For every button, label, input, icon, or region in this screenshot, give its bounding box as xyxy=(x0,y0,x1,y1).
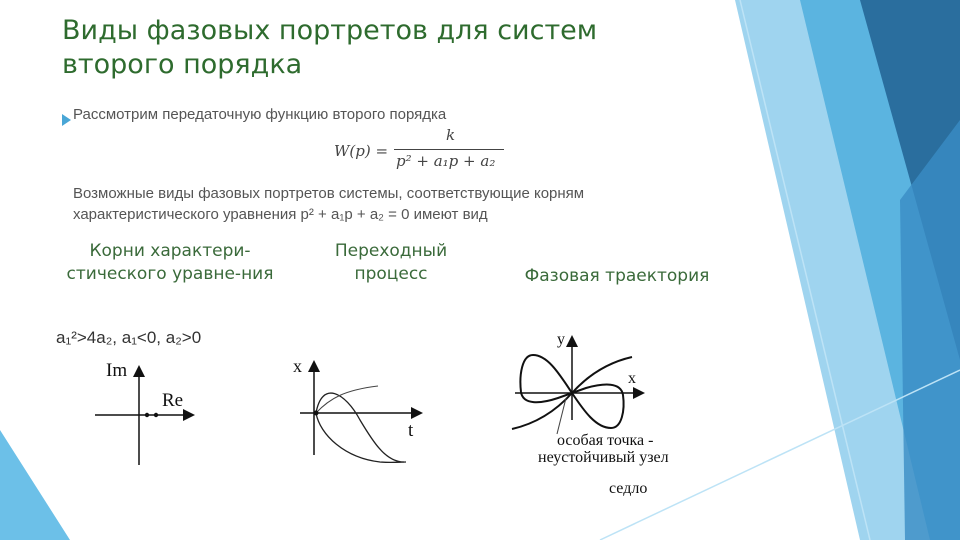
roots-plane xyxy=(95,368,192,465)
column-header-phase: Фазовая траектория xyxy=(524,266,710,286)
slide-title: Виды фазовых портретов для систем второго порядка xyxy=(62,15,598,80)
description-text: Возможные виды фазовых портретов системы, соответствующие корням характеристического уравнения p² + a₁p + a₂ = 0 имеют вид xyxy=(73,185,585,223)
formula-lhs: W(p) = xyxy=(334,142,389,160)
phase-trajectory-upper xyxy=(572,357,632,393)
formula-numerator: k xyxy=(446,126,456,144)
transient-plot xyxy=(300,363,420,462)
roots-label-re: Re xyxy=(162,390,184,411)
phase-trajectory-right xyxy=(572,385,624,428)
root-point-1 xyxy=(145,413,149,417)
phase-trajectory-left xyxy=(520,355,572,402)
case-condition: a₁²>4a₂, a₁<0, a₂>0 xyxy=(56,328,202,347)
formula-denominator: p² + a₁p + a₂ xyxy=(396,152,496,170)
annotation-saddle: седло xyxy=(609,480,648,497)
transient-curve-3 xyxy=(316,386,378,413)
transient-label-t: t xyxy=(408,420,414,441)
phase-plot xyxy=(512,338,642,434)
phase-label-x: x xyxy=(628,370,636,387)
column-header-roots: Корни характери-стического уравне-ния xyxy=(66,241,274,284)
transient-start-point xyxy=(314,411,319,416)
intro-text: Рассмотрим передаточную функцию второго порядка xyxy=(73,106,447,123)
roots-label-im: Im xyxy=(106,360,128,381)
column-header-transient: Переходный процесс xyxy=(334,241,448,284)
phase-label-y: y xyxy=(557,331,565,348)
root-point-2 xyxy=(154,413,158,417)
transient-label-x: x xyxy=(293,356,302,376)
annotation-singular-point: особая точка - xyxy=(557,432,654,449)
transient-curve-1 xyxy=(316,393,404,462)
annotation-unstable-node: неустойчивый узел xyxy=(538,449,669,466)
